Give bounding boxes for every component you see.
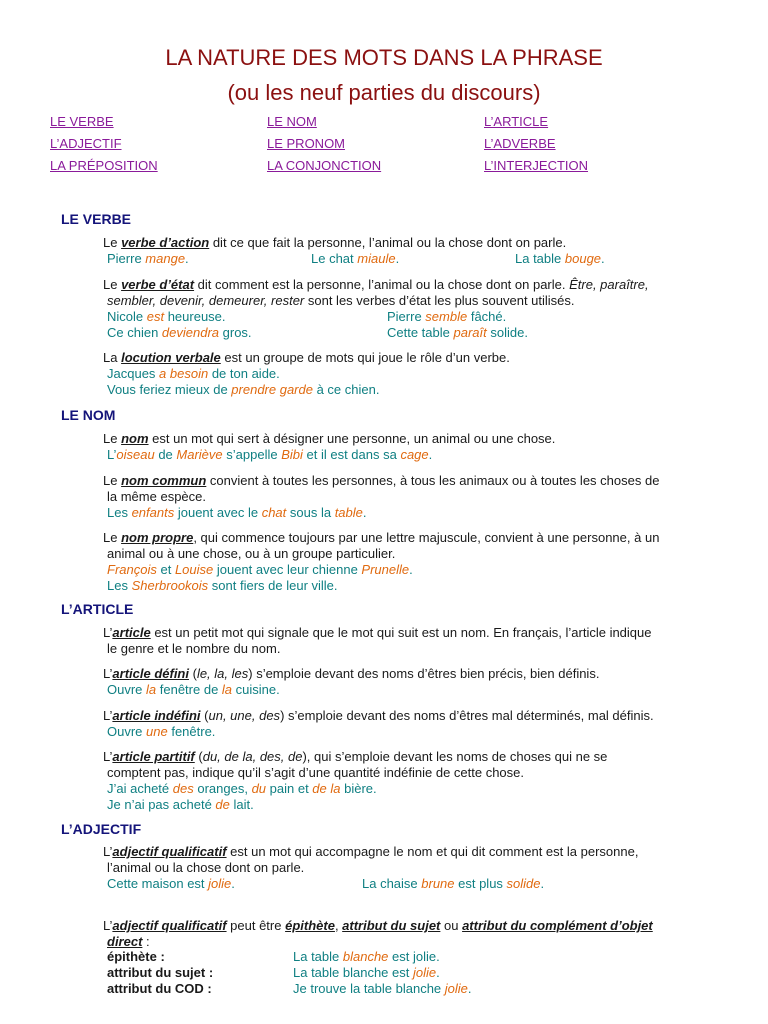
- example-line: Pierre mange.: [107, 251, 189, 266]
- example-line: François et Louise jouent avec leur chienne Prunelle.: [107, 562, 413, 577]
- toc-link-article[interactable]: L’ARTICLE: [484, 114, 549, 129]
- toc-link-preposition[interactable]: LA PRÉPOSITION: [50, 158, 158, 173]
- nom-propre-definition: Le nom propre, qui commence toujours par une lettre majuscule, convient à une personne, à un: [103, 530, 660, 545]
- function-label: épithète :: [107, 949, 165, 964]
- article-definition-line2: le genre et le nombre du nom.: [107, 641, 281, 656]
- section-heading-verbe: LE VERBE: [61, 211, 132, 227]
- nom-commun-definition: Le nom commun convient à toutes les personnes, à tous les animaux ou à toutes les choses de: [103, 473, 660, 488]
- example-line: J’ai acheté des oranges, du pain et de la bière.: [107, 781, 377, 796]
- function-label: attribut du COD :: [107, 981, 212, 996]
- example-line: La table blanche est jolie.: [293, 965, 440, 980]
- article-definition: L’article est un petit mot qui signale que le mot qui suit est un nom. En français, l’article indique: [103, 625, 652, 640]
- article-indefini-definition: L’article indéfini (un, une, des) s’emploie devant des noms d’êtres mal déterminés, mal définis.: [103, 708, 654, 723]
- section-heading-nom: LE NOM: [61, 407, 116, 423]
- toc-link-nom[interactable]: LE NOM: [267, 114, 317, 129]
- example-line: Ouvre la fenêtre de la cuisine.: [107, 682, 280, 697]
- verbe-etat-definition-line2: sembler, devenir, demeurer, rester sont les verbes d’état les plus souvent utilisés.: [107, 293, 575, 308]
- example-line: Le chat miaule.: [311, 251, 400, 266]
- example-line: L’oiseau de Marièvе s’appelle Bibi et il est dans sa cage.: [107, 447, 433, 462]
- page-title: LA NATURE DES MOTS DANS LA PHRASE: [165, 45, 603, 70]
- function-label: attribut du sujet :: [107, 965, 214, 980]
- example-line: Cette maison est jolie.: [107, 876, 235, 891]
- toc-link-conjonction[interactable]: LA CONJONCTION: [267, 158, 382, 173]
- example-line: Les Sherbrookois sont fiers de leur ville.: [107, 578, 338, 593]
- example-line: La table bouge.: [515, 251, 605, 266]
- locution-verbale-definition: La locution verbale est un groupe de mots qui joue le rôle d’un verbe.: [103, 350, 510, 365]
- example-line: Je trouve la table blanche jolie.: [293, 981, 472, 996]
- toc-link-interjection[interactable]: L’INTERJECTION: [484, 158, 589, 173]
- example-line: La table blanche est jolie.: [293, 949, 440, 964]
- section-heading-article: L’ARTICLE: [61, 601, 134, 617]
- example-line: Nicole est heureuse.: [107, 309, 226, 324]
- table-of-contents: [50, 113, 730, 175]
- example-line: Les enfants jouent avec le chat sous la table.: [107, 505, 367, 520]
- toc-link-adverbe[interactable]: L’ADVERBE: [484, 136, 556, 151]
- adjectif-fonctions-definition: L’adjectif qualificatif peut être épithète, attribut du sujet ou attribut du complément d’objet: [103, 918, 653, 933]
- example-line: Ce chien deviendra gros.: [107, 325, 252, 340]
- page-subtitle: (ou les neuf parties du discours): [227, 80, 541, 105]
- example-line: Jacques a besoin de ton aide.: [107, 366, 280, 381]
- article-partitif-definition: L’article partitif (du, de la, des, de), qui s’emploie devant les noms de choses qui ne se: [103, 749, 608, 764]
- toc-link-pronom[interactable]: LE PRONOM: [267, 136, 346, 151]
- adjectif-definition-line2: l’animal ou la chose dont on parle.: [107, 860, 305, 875]
- example-line: Pierre semble fâché.: [387, 309, 507, 324]
- verbe-action-definition: Le verbe d’action dit ce que fait la personne, l’animal ou la chose dont on parle.: [103, 235, 567, 250]
- example-line: Je n’ai pas acheté de lait.: [107, 797, 254, 812]
- section-heading-adjectif: L’ADJECTIF: [61, 821, 142, 837]
- example-line: La chaise brune est plus solide.: [362, 876, 545, 891]
- verbe-etat-definition: Le verbe d’état dit comment est la personne, l’animal ou la chose dont on parle. Être, paraître,: [103, 277, 649, 292]
- example-line: Ouvre une fenêtre.: [107, 724, 216, 739]
- toc-link-verbe[interactable]: LE VERBE: [50, 114, 114, 129]
- article-defini-definition: L’article défini (le, la, les) s’emploie devant des noms d’êtres bien précis, bien définis.: [103, 666, 600, 681]
- nom-definition: Le nom est un mot qui sert à désigner une personne, un animal ou une chose.: [103, 431, 556, 446]
- nom-propre-definition-line2: animal ou à une chose, ou à un groupe particulier.: [107, 546, 396, 561]
- adjectif-definition: L’adjectif qualificatif est un mot qui accompagne le nom et qui dit comment est la personne,: [103, 844, 639, 859]
- nom-commun-definition-line2: la même espèce.: [107, 489, 206, 504]
- example-line: Vous feriez mieux de prendre garde à ce chien.: [107, 382, 380, 397]
- article-partitif-definition-line2: comptent pas, indique qu’il s’agit d’une quantité indéfinie de cette chose.: [107, 765, 525, 780]
- toc-link-adjectif[interactable]: L’ADJECTIF: [50, 136, 122, 151]
- example-line: Cette table paraît solide.: [387, 325, 528, 340]
- adjectif-fonctions-definition-line2: direct :: [107, 934, 150, 949]
